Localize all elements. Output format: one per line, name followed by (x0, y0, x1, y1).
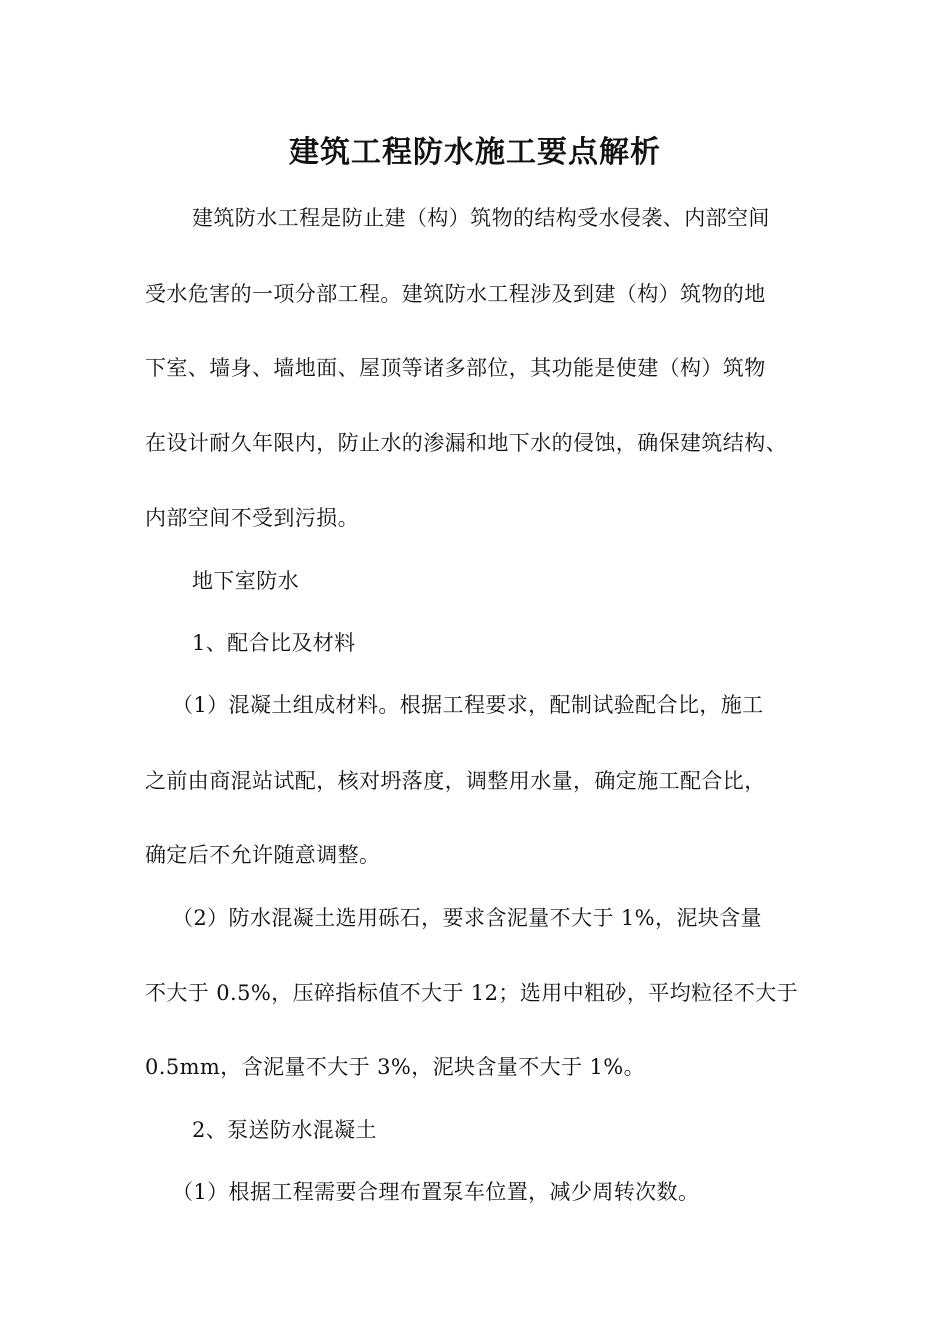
paragraph-line: （1）根据工程需要合理布置泵车位置，减少周转次数。 (172, 1180, 700, 1204)
paragraph-line: （2）防水混凝土选用砾石，要求含泥量不大于 1%，泥块含量 (172, 906, 762, 930)
paragraph-line: 内部空间不受到污损。 (145, 506, 359, 530)
document-title: 建筑工程防水施工要点解析 (289, 135, 661, 170)
section-heading: 地下室防水 (192, 569, 299, 593)
paragraph-line: 在设计耐久年限内，防止水的渗漏和地下水的侵蚀，确保建筑结构、 (145, 431, 787, 455)
paragraph-line: 不大于 0.5%，压碎指标值不大于 12；选用中粗砂，平均粒径不大于 (145, 981, 799, 1005)
subsection-heading: 1、配合比及材料 (192, 631, 356, 655)
paragraph-line: 建筑防水工程是防止建（构）筑物的结构受水侵袭、内部空间 (192, 206, 770, 230)
paragraph-line: （1）混凝土组成材料。根据工程要求，配制试验配合比，施工 (172, 693, 764, 717)
paragraph-line: 下室、墙身、墙地面、屋顶等诸多部位，其功能是使建（构）筑物 (145, 356, 766, 380)
subsection-heading: 2、泵送防水混凝土 (192, 1118, 377, 1142)
paragraph-line: 之前由商混站试配，核对坍落度，调整用水量，确定施工配合比， (145, 769, 766, 793)
paragraph-line: 受水危害的一项分部工程。建筑防水工程涉及到建（构）筑物的地 (145, 282, 766, 306)
paragraph-line: 0.5mm，含泥量不大于 3%，泥块含量不大于 1%。 (145, 1055, 646, 1079)
paragraph-line: 确定后不允许随意调整。 (145, 843, 381, 867)
